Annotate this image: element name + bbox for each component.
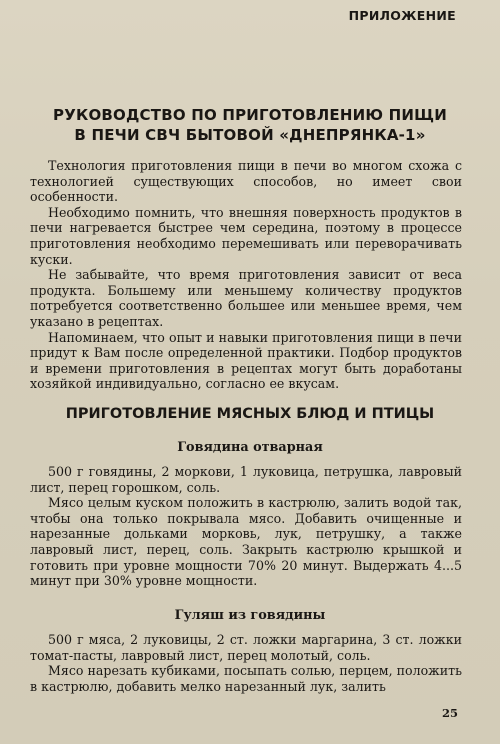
recipe-ingredients: 500 г мяса, 2 луковицы, 2 ст. ложки маргарина, 3 ст. ложки томат-пасты, лавровый лист, перец молотый, соль. [30,632,462,663]
recipe-method: Мясо целым куском положить в кастрюлю, залить водой так, чтобы она только покрывала мясо. Добавить очищенные и нарезанные дольками морковь, лук, петрушку, а также лавровый лист, перец, соль. Закрыть кастрюлю крышкой и готовить при уровне мощности 70% 20 минут. Выдержать 4...5 минут при 30% уровне мощности. [30,495,462,589]
section-title: ПРИГОТОВЛЕНИЕ МЯСНЫХ БЛЮД И ПТИЦЫ [65,406,435,422]
paragraph: Технология приготовления пищи в печи во многом схожа с технологией существующих способов, но имеет свои особенности. [30,158,462,205]
paragraph: Напоминаем, что опыт и навыки приготовления пищи в печи придут к Вам после определенной практики. Подбор продуктов и времени приготовления в рецептах могут быть доработаны хозяйкой индивидуально, согласно ее вкусам. [30,329,462,392]
recipe-title: Гуляш из говядины [174,608,326,623]
title-line-2: В ПЕЧИ СВЧ БЫТОВОЙ «ДНЕПРЯНКА-1» [74,126,426,144]
recipe-title: Говядина отварная [177,440,323,455]
paragraph: Необходимо помнить, что внешняя поверхность продуктов в печи нагревается быстрее чем середина, поэтому в процессе приготовления необходимо перемешивать или переворачивать куски. [30,204,462,267]
intro-text [30,158,462,392]
paragraph: Не забывайте, что время приготовления зависит от веса продукта. Большему или меньшему количеству продуктов потребуется соответственно большее или меньшее время, чем указано в рецептах. [30,267,462,329]
recipe-body [30,464,462,589]
title-line-1: РУКОВОДСТВО ПО ПРИГОТОВЛЕНИЮ ПИЩИ [53,106,447,124]
running-header: ПРИЛОЖЕНИЕ [348,8,456,23]
recipe-body [30,632,462,694]
page-title [0,105,500,145]
page-number: 25 [441,706,458,720]
recipe-method: Мясо нарезать кубиками, посыпать солью, перцем, положить в кастрюлю, добавить мелко нарезанный лук, залить [30,663,462,694]
recipe-ingredients: 500 г говядины, 2 моркови, 1 луковица, петрушка, лавровый лист, перец горошком, соль. [30,464,462,495]
